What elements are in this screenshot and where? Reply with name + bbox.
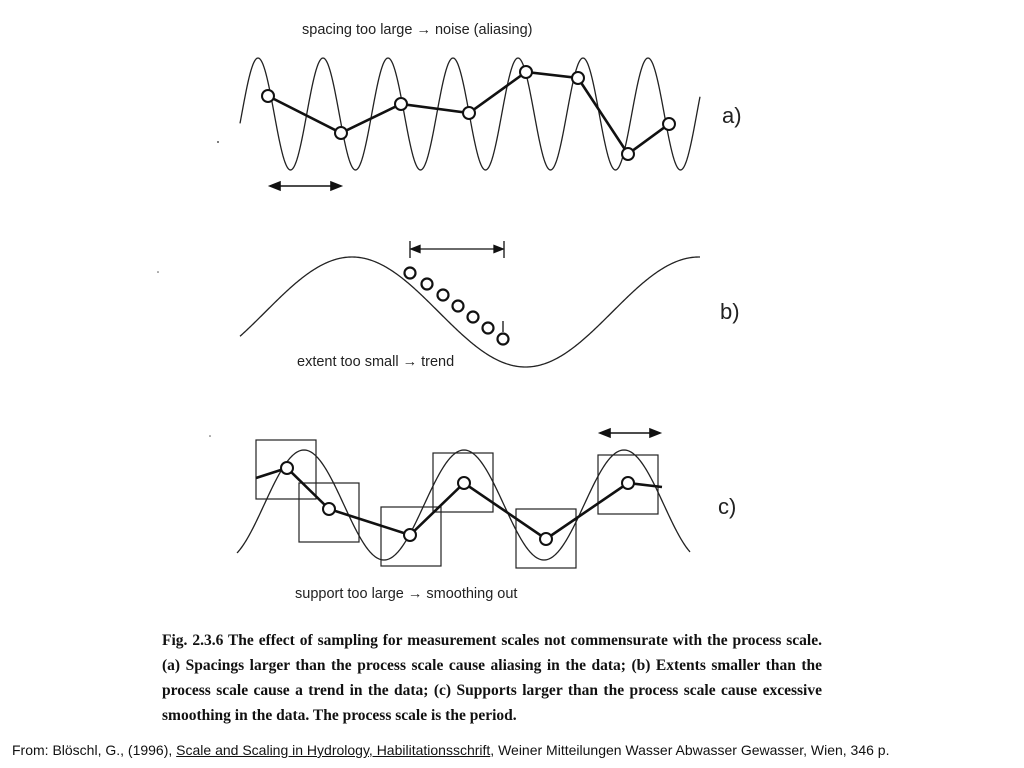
- spacing-arrow: [270, 182, 341, 190]
- scan-specks: [157, 141, 219, 437]
- panel-c-title: support too large → smoothing out: [295, 586, 518, 602]
- sample-points-b: [405, 268, 509, 345]
- citation-reference: Scale and Scaling in Hydrology, Habilitationsschrift: [176, 742, 491, 758]
- citation-prefix: From: Blöschl, G., (1996),: [12, 742, 177, 758]
- sample-points-c: [281, 462, 634, 545]
- citation: [12, 742, 1017, 758]
- citation-suffix: , Weiner Mitteilungen Wasser Abwasser Gewasser, Wien, 346 p.: [490, 742, 890, 758]
- panel-a-label: a): [722, 103, 742, 128]
- panel-b-title: extent too small → trend: [297, 354, 455, 370]
- panel-c-label: c): [718, 494, 737, 519]
- sample-points-a: [262, 66, 675, 160]
- process-wave-c: [237, 450, 690, 560]
- period-arrow: [600, 429, 660, 437]
- panel-b-label: b): [720, 299, 740, 324]
- figure-caption: Fig. 2.3.6 The effect of sampling for measurement scales not commensurate with the process scale. (a) Spacings larger than the process scale cause aliasing in the data; (b) Extents smaller than the process scale cause a trend in the data; (c) Supports larger than the process scale cause excessive smoothing in the data. The process scale is the period.: [162, 632, 822, 724]
- panel-a-title: spacing too large → noise (aliasing): [302, 22, 533, 38]
